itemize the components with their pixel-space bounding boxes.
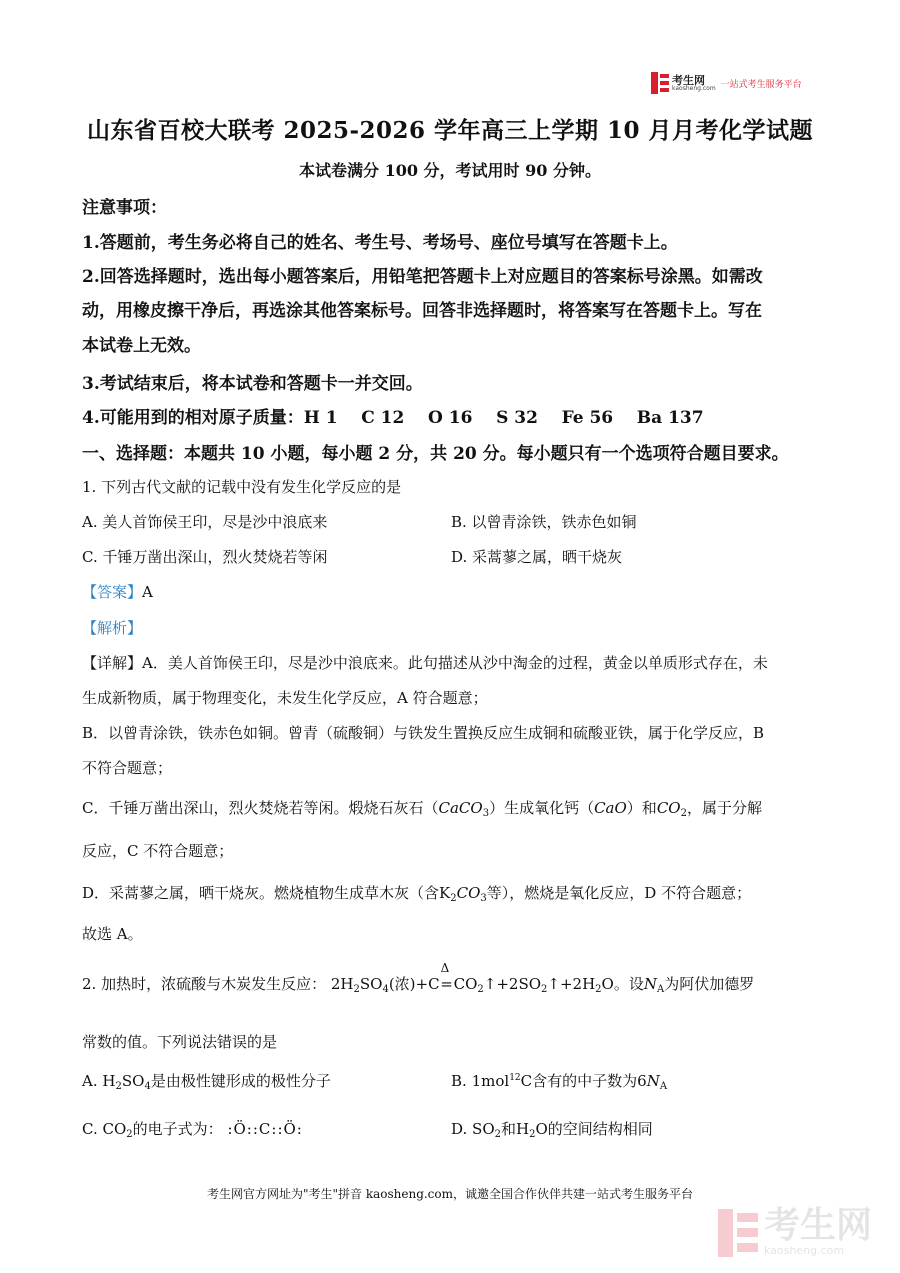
page-footer: 考生网官方网址为"考生"拼音 kaosheng.com，诚邀全国合作伙伴共建一站式考生服务平台 — [206, 1187, 694, 1201]
notice-item-3: 3.考试结束后，将本试卷和答题卡一并交回。 — [82, 374, 423, 394]
logo-name: 考生网 — [672, 73, 705, 87]
q1-detail-d: D．采蒿蓼之属，晒干烧灰。燃烧植物生成草木灰（含$K_2CO_3$等），燃烧是氧化反应，D 不符合题意； — [82, 884, 752, 904]
q1-option-c: C. 千锤万凿出深山，烈火焚烧若等闲 — [82, 548, 328, 566]
q2-option-a: A. $H_2SO_4$是由极性键形成的极性分子 — [82, 1072, 331, 1092]
logo-icon — [651, 72, 669, 94]
reaction-equation: $2H_2SO_4$(浓)+C Δ $=CO_2↑+2SO_2↑+2H_2O$ — [330, 961, 614, 995]
watermark — [718, 1205, 873, 1257]
logo-domain: kaosheng.com — [672, 84, 716, 92]
notice-heading: 注意事项： — [82, 198, 167, 218]
watermark-logo-icon — [718, 1209, 758, 1257]
q1-option-b: B. 以曾青涂铁，铁赤色如铜 — [451, 513, 637, 531]
q2-stem-line2: 常数的值。下列说法错误的是 — [82, 1033, 278, 1051]
notice-item-2-line1: 2.回答选择题时，选出每小题答案后，用铅笔把答题卡上对应题目的答案标号涂黑。如需改 — [82, 267, 763, 287]
formula-caco3: CaCO — [438, 799, 483, 817]
q1-detail-c-line1: C．千锤万凿出深山，烈火焚烧若等闲。煅烧石灰石（CaCO$_3$）生成氧化钙（CaO）和$CO_2$，属于分解 — [82, 799, 762, 819]
q2-option-b: B. 1mol$^{12}$C含有的中子数为$6N_A$ — [451, 1072, 668, 1092]
section-heading: 一、选择题：本题共 10 小题，每小题 2 分，共 20 分。每小题只有一个选项符合题目要求。 — [82, 444, 789, 464]
watermark-name: 考生网 — [764, 1205, 873, 1246]
logo-slogan: 一站式考生服务平台 — [720, 79, 802, 90]
q1-answer: A — [142, 583, 153, 601]
q1-detail-c-line2: 反应，C 不符合题意； — [82, 842, 234, 860]
electron-dot-formula: :Ö::C::Ö: — [227, 1120, 303, 1138]
formula-co2: CO — [656, 799, 681, 817]
q1-detail-a-line2: 生成新物质，属于物理变化，未发生化学反应，A 符合题意； — [82, 689, 488, 707]
q2-stem-line1: 2. 加热时，浓硫酸与木炭发生反应： $2H_2SO_4$(浓)+C Δ $=CO_2↑+2SO_2↑+2H_2O$。设$N_A$为阿伏加德罗 — [82, 961, 755, 995]
page-subtitle: 本试卷满分 100 分，考试用时 90 分钟。 — [299, 161, 601, 180]
notice-item-1: 1.答题前，考生务必将自己的姓名、考生号、考场号、座位号填写在答题卡上。 — [82, 233, 678, 253]
watermark-domain: kaosheng.com — [764, 1244, 845, 1257]
q1-conclusion: 故选 A。 — [82, 925, 143, 943]
q2-option-c: C. $CO_2$的电子式为： :Ö::C::Ö: — [82, 1120, 303, 1140]
q2-option-d: D. $SO_2$和$H_2O$的空间结构相同 — [451, 1120, 653, 1140]
q1-option-a: A. 美人首饰侯王印，尽是沙中浪底来 — [82, 513, 328, 531]
q1-option-d: D. 采蒿蓼之属，晒干烧灰 — [451, 548, 623, 566]
q1-detail-b-line1: B．以曾青涂铁，铁赤色如铜。曾青（硫酸铜）与铁发生置换反应生成铜和硫酸亚铁，属于化学反应，B — [82, 724, 765, 742]
notice-item-4: 4.可能用到的相对原子质量：H 1 C 12 O 16 S 32 Fe 56 Ba 137 — [82, 408, 704, 428]
heat-delta-symbol: Δ — [440, 961, 450, 975]
q1-answer-row — [82, 581, 153, 602]
brand-logo — [651, 71, 802, 95]
notice-item-2-line2: 动，用橡皮擦干净后，再选涂其他答案标号。回答非选择题时，将答案写在答题卡上。写在 — [82, 301, 762, 321]
answer-tag: 【答案】 — [82, 583, 143, 601]
notice-item-2-line3: 本试卷上无效。 — [82, 336, 201, 356]
q1-stem: 1. 下列古代文献的记载中没有发生化学反应的是 — [82, 478, 402, 496]
q1-detail-b-line2: 不符合题意； — [82, 759, 173, 777]
formula-cao: CaO — [594, 799, 627, 817]
page-title: 山东省百校大联考 2025-2026 学年高三上学期 10 月月考化学试题 — [86, 117, 814, 144]
q1-detail-a-line1: 【详解】A．美人首饰侯王印，尽是沙中浪底来。此句描述从沙中淘金的过程，黄金以单质形式存在，未 — [82, 654, 768, 672]
analysis-tag: 【解析】 — [82, 619, 143, 637]
